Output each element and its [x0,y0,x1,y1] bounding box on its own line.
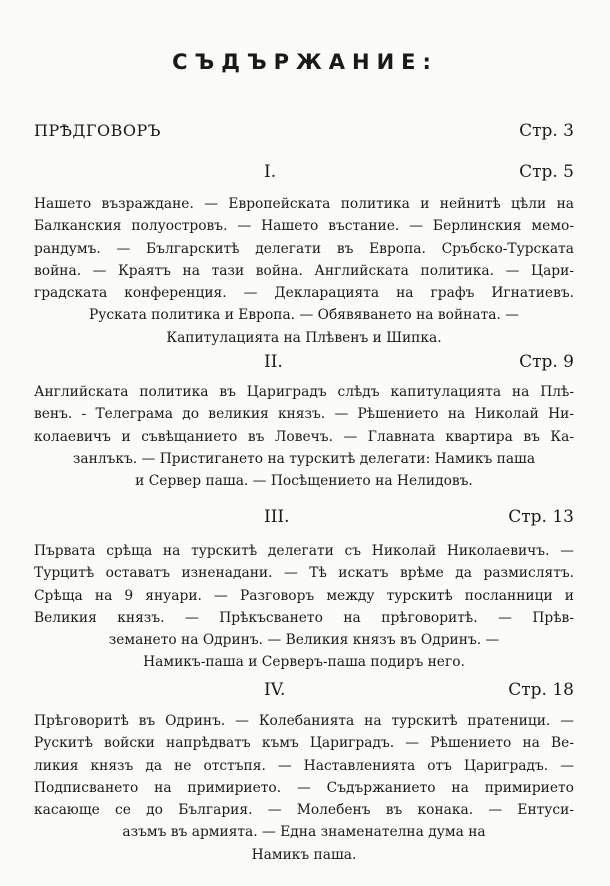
summary-line: Първата срѣща на турскитѣ делегати съ Николай Николаевичъ. — [34,543,574,559]
section-1-numeral: I. [264,162,277,182]
page-title: СЪДЪРЖАНИЕ: [172,50,438,74]
preface-page-ref: Стр. 3 [519,121,574,141]
summary-line: Рускитѣ войски напрѣдватъ къмъ Цариградъ. — Рѣшението на Ве- [34,735,574,752]
summary-line: Нашето възраждане. — Европейската политика и нейнитѣ цѣли на [34,196,574,212]
section-1-page-ref: Стр. 5 [519,162,574,182]
section-2-page-ref: Стр. 9 [519,352,574,372]
summary-line: Турцитѣ оставатъ изненадани. — Тѣ искатъ врѣме да размислятъ. [34,565,574,582]
section-3-summary [34,540,574,674]
section-3-numeral: III. [264,507,290,527]
summary-line: Балканския полуостровъ. — Нашето въстание. — Берлинския мемо- [34,218,574,235]
summary-line: колаевичъ и съвѣщанието въ Ловечъ. — Главната квартира въ Ка- [34,428,574,445]
summary-line: Руската политика и Европа. — Обявяването на войната. — [88,307,520,324]
summary-line: градската конференция. — Декларацията на графъ Игнатиевъ. [34,285,574,302]
section-3-heading [34,507,574,531]
summary-line: касающе се до България. — Молебенъ въ конака. — Ентуси- [34,802,574,819]
summary-line: Срѣща на 9 януари. — Разговоръ между турскитѣ посланници и [34,587,574,604]
preface-label: ПРѢДГОВОРЪ [34,121,161,140]
summary-line: азъмъ въ армията. — Една знаменателна дума на [122,824,486,841]
summary-line: Подписването на примирието. — Съдържанието на примирието [34,779,574,796]
section-2-summary [34,381,574,492]
summary-line: и Сервеp паша. — Посѣщението на Нелидовъ. [135,473,473,490]
summary-line: Намикъ-паша и Серверъ-паша подиръ него. [143,654,465,671]
summary-line: земането на Одринъ. — Великия князъ въ Одринъ. — [108,632,500,649]
summary-line: Великия князъ. — Прѣкъсването на прѣговоритѣ. — Прѣв- [34,609,574,626]
section-4-heading [34,680,574,704]
section-4-page-ref: Стр. 18 [508,680,574,700]
preface-entry [34,121,574,147]
summary-line: рандумъ. — Българскитѣ делегати въ Европа. Сръбско-Турската [34,240,574,257]
summary-line: занлъкъ. — Пристигането на турскитѣ делегати: Намикъ паша [72,450,536,467]
summary-line: Прѣговоритѣ въ Одринъ. — Колебанията на турскитѣ пратеници. — [34,713,574,729]
summary-line: венъ. - Телеграма до великия князъ. — Рѣшението на Николай Ни- [34,406,574,423]
section-3-page-ref: Стр. 13 [508,507,574,527]
section-1-summary [34,193,574,349]
summary-line: Намикъ паша. [251,846,357,863]
section-4-summary [34,710,574,866]
summary-line: ликия князъ да не отстъпя. — Наставленията отъ Цариградъ. — [34,757,574,774]
section-2-heading [34,352,574,376]
section-1-heading [34,162,574,186]
summary-line: Капитулацията на Плѣвенъ и Шипка. [166,329,442,346]
summary-line: война. — Краятъ на тази война. Английската политика. — Цари- [34,262,574,279]
section-4-numeral: IV. [264,680,286,700]
summary-line: Английската политика въ Цариградъ слѣдъ капитулацията на Плѣ- [34,384,574,400]
section-2-numeral: II. [264,352,283,372]
